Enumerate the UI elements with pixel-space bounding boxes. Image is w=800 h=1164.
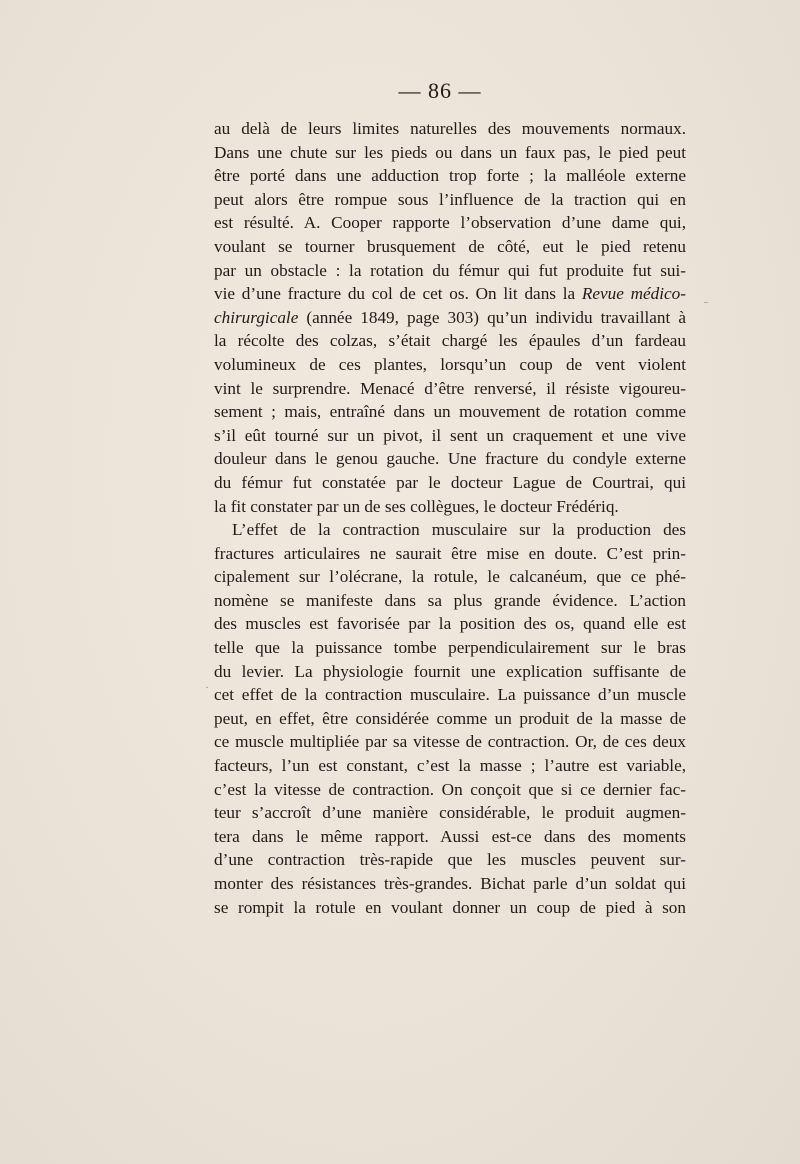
text-line (214, 754, 686, 778)
text-line (214, 518, 686, 542)
text-line (214, 329, 686, 353)
text-line (214, 730, 686, 754)
text-run: être porté dans une adduction trop forte ; la malléole externe (214, 166, 686, 186)
text-run: est résulté. A. Cooper rapporte l’observation d’une dame qui, (214, 213, 686, 233)
text-line (214, 117, 686, 141)
text-run: L’effet de la contraction musculaire sur la production des (232, 520, 686, 540)
text-line (214, 235, 686, 259)
text-line (214, 447, 686, 471)
text-run: volumineux de ces plantes, lorsqu’un coup de vent violent (214, 354, 686, 374)
text-line (214, 259, 686, 283)
text-line (214, 801, 686, 825)
text-run: par un obstacle : la rotation du fémur qui fut produite fut sui- (214, 260, 686, 280)
text-run: telle que la puissance tombe perpendiculairement sur le bras (214, 638, 686, 658)
text-line (214, 211, 686, 235)
text-run: peut, en effet, être considérée comme un produit de la masse de (214, 708, 686, 728)
text-line (214, 636, 686, 660)
text-run: vie d’une fracture du col de cet os. On lit dans la (214, 284, 582, 304)
text-run: monter des résistances très-grandes. Bichat parle d’un soldat qui (214, 874, 686, 893)
text-run: teur s’accroît d’une manière considérable, le produit augmen- (214, 803, 686, 823)
text-run: d’une contraction très-rapide que les muscles peuvent sur- (214, 850, 686, 870)
body-text (214, 117, 686, 919)
text-line (214, 471, 686, 495)
text-line (214, 282, 686, 306)
text-line (214, 778, 686, 802)
text-run: cipalement sur l’olécrane, la rotule, le calcanéum, que ce phé- (214, 567, 686, 587)
text-run: voulant se tourner brusquement de côté, eut le pied retenu (214, 236, 686, 256)
italic-title: Revue médico- (581, 284, 686, 304)
text-line (214, 589, 686, 613)
text-line (214, 612, 686, 636)
text-line (214, 565, 686, 589)
text-line (214, 896, 686, 920)
text-run: cet effet de la contraction musculaire. La puissance d’un muscle (214, 685, 686, 705)
text-line (214, 353, 686, 377)
text-run: vint le surprendre. Menacé d’être renversé, il résiste vigoureu- (214, 378, 686, 398)
text-line (214, 141, 686, 165)
text-run: ce muscle multipliée par sa vitesse de contraction. Or, de ces deux (214, 732, 686, 752)
text-line (214, 377, 686, 401)
page-number: — 86 — (398, 78, 482, 103)
margin-mark: · (205, 680, 209, 694)
text-line (214, 848, 686, 872)
text-line (214, 164, 686, 188)
text-line (214, 306, 686, 330)
text-line (214, 188, 686, 212)
text-run: sement ; mais, entraîné dans un mouvement de rotation comme (214, 402, 686, 422)
text-run: (année 1849, page 303) qu’un individu travaillant à (298, 307, 686, 327)
text-line (214, 825, 686, 849)
text-run: Dans une chute sur les pieds ou dans un faux pas, le pied peut (214, 142, 686, 162)
text-run: du fémur fut constatée par le docteur Lague de Courtrai, qui (214, 472, 686, 492)
text-run: la fit constater par un de ses collègues, le docteur Frédériq. (214, 496, 619, 516)
text-line (214, 542, 686, 566)
text-run: des muscles est favorisée par la position des os, quand elle est (214, 614, 686, 634)
text-run: tera dans le même rapport. Aussi est-ce dans des moments (214, 826, 686, 846)
text-run: douleur dans le genou gauche. Une fracture du condyle externe (214, 449, 686, 469)
italic-title: chirurgicale (214, 307, 299, 327)
text-line (214, 424, 686, 448)
text-run: se rompit la rotule en voulant donner un coup de pied à son (214, 897, 686, 917)
text-run: peut alors être rompue sous l’influence de la traction qui en (214, 189, 686, 209)
text-run: au delà de leurs limites naturelles des mouvements normaux. (214, 119, 686, 138)
text-run: la récolte des colzas, s’était chargé les épaules d’un fardeau (214, 331, 686, 351)
text-line (214, 400, 686, 424)
text-line (214, 660, 686, 684)
text-run: facteurs, l’un est constant, c’est la masse ; l’autre est variable, (214, 756, 686, 776)
text-run: fractures articulaires ne saurait être mise en doute. C’est prin- (214, 543, 686, 563)
text-run: c’est la vitesse de contraction. On conçoit que si ce dernier fac- (214, 779, 686, 799)
text-line (214, 683, 686, 707)
text-line (214, 495, 686, 519)
text-line (214, 707, 686, 731)
text-run: du levier. La physiologie fournit une explication suffisante de (214, 661, 686, 681)
text-line (214, 872, 686, 896)
margin-mark: ˍ (704, 290, 708, 304)
text-run: s’il eût tourné sur un pivot, il sent un craquement et une vive (214, 425, 686, 445)
text-run: nomène se manifeste dans sa plus grande évidence. L’action (214, 590, 686, 610)
